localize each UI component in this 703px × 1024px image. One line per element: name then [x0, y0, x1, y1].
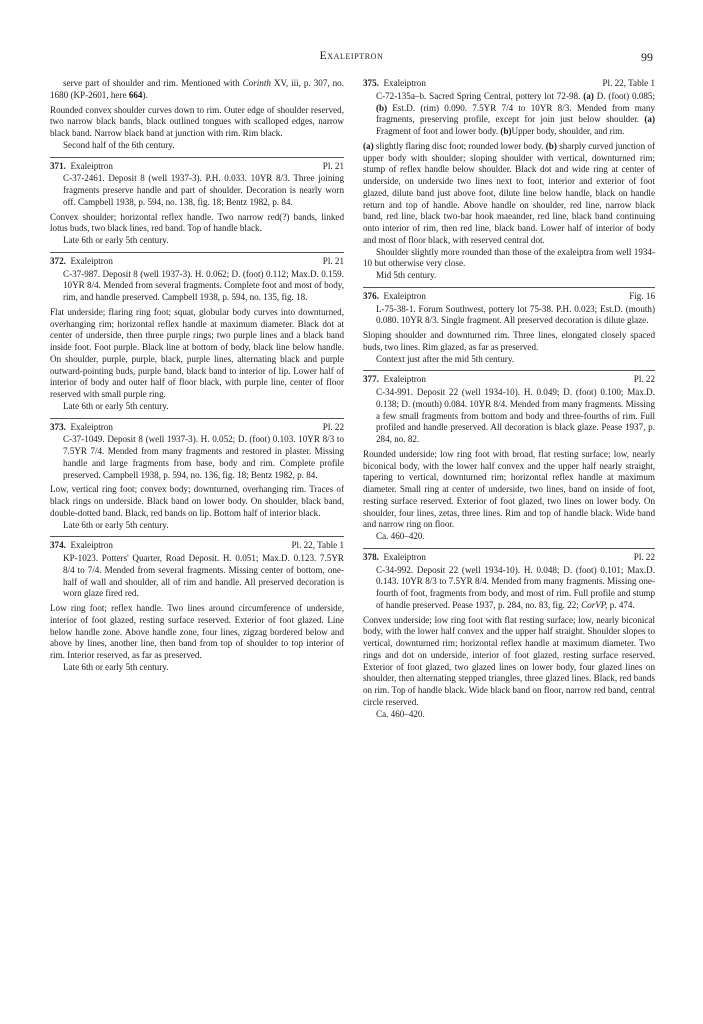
- left-column: [50, 78, 344, 676]
- entry-heading: [50, 252, 344, 268]
- entry-heading: [50, 418, 344, 434]
- plate-reference: Pl. 22: [322, 421, 344, 432]
- catalog-details: C-37-987. Deposit 8 (well 1937-3). H. 0.062; D. (foot) 0.112; Max.D. 0.159. 10YR 8/4. Mended from several fragments. Complete foot and most of body, rim, and handle preserved. Campbell 1938, p. 594, no. 135, fig. 18.: [63, 268, 344, 302]
- entry-heading: [363, 370, 655, 386]
- entry-description: Sloping shoulder and downturned rim. Three lines, elongated closely spaced buds, two lines. Rim glazed, as far as preserved.: [363, 330, 655, 352]
- entry-name: Exaleiptron: [70, 421, 113, 432]
- entry-name: Exaleiptron: [383, 551, 426, 562]
- catalog-details: C-37-1049. Deposit 8 (well 1937-3). H. 0.052; D. (foot) 0.103. 10YR 8/3 to 7.5YR 7/4. Mended from many fragments and restored in plaster. Missing handle and large fragments from base, body and rim. Complete profile preserved. Campbell 1938, p. 594, no. 136, fig. 18; Bentz 1982, p. 84.: [63, 434, 344, 480]
- entry-heading: [363, 287, 655, 303]
- catalog-entry-376: [363, 287, 655, 366]
- plate-reference: Pl. 22, Table 1: [602, 78, 655, 88]
- catalog-entry-373: [50, 418, 344, 532]
- catalog-entry-377: [363, 370, 655, 543]
- right-column: [363, 78, 655, 722]
- catalog-details: L-75-38-1. Forum Southwest, pottery lot 75-38. P.H. 0.023; Est.D. (mouth) 0.080. 10YR 8/3. Single fragment. All preserved decoration is dilute glaze.: [376, 303, 655, 326]
- running-head: Exaleiptron: [319, 50, 384, 62]
- catalog-entry-375: [363, 78, 655, 282]
- continued-catalog: serve part of shoulder and rim. Mentioned with Corinth XV, iii, p. 307, no. 1680 (KP-2601, here 664).: [50, 78, 344, 100]
- entry-number: 373.: [50, 421, 66, 432]
- entry-name: Exaleiptron: [383, 78, 426, 88]
- entry-name: Exaleiptron: [70, 255, 113, 266]
- entry-note: Shoulder slightly more rounded than those of the exaleiptra from well 1934-10 but otherwise very close.: [363, 246, 655, 269]
- catalog-entry-371: [50, 157, 344, 247]
- continued-description: Rounded convex shoulder curves down to rim. Outer edge of shoulder reserved, two narrow black bands, black outlined tongues with scalloped edges, narrow black band. Narrow black band at junction with rim. Rim black.: [50, 104, 344, 138]
- plate-reference: Pl. 22: [633, 551, 655, 562]
- entry-number: 377.: [363, 374, 379, 385]
- entry-description: Low, vertical ring foot; convex body; downturned, overhanging rim. Traces of black rings on underside. Black band on lower body. On shoulder, black band, double-dotted band. Black, red bands on lip. Bottom half of interior black.: [50, 484, 344, 518]
- entry-number: 375.: [363, 78, 379, 88]
- entry-date: Late 6th or early 5th century.: [63, 400, 169, 411]
- entry-date: Mid 5th century.: [376, 270, 437, 280]
- plate-reference: Pl. 21: [322, 255, 344, 266]
- catalog-entry-374: [50, 536, 344, 673]
- entry-date: Late 6th or early 5th century.: [63, 519, 169, 530]
- catalog-details: C-34-991. Deposit 22 (well 1934-10). H. 0.049; D. (foot) 0.100; Max.D. 0.138; D. (mouth) 0.084. 10YR 8/4. Mended from many fragments. Missing a few small fragments from bottom and body and three-fourths of rim. Full profiled and handle preserved. All decoration is black glaze. Pease 1937, p. 284, no. 82.: [376, 387, 655, 444]
- entry-name: Exaleiptron: [70, 160, 113, 171]
- entry-description: (a) slightly flaring disc foot; rounded lower body. (b) sharply curved junction of upper body with shoulder; sloping shoulder with vertical, downturned rim; stump of reflex handle below shoulder. Black dot and wide ring at center of underside, on underside two lines next to foot, interior and exterior of foot glazed, dilute band just above foot, dilute line below handle, black on handle return and top of handle. Above handle on shoulder, red line, narrow black band, red line, black two-bar hook maeander, red line, black band continuing onto interior of rim, then red line, black band. Lower half of interior of body and most of floor black, with reserved central dot.: [363, 140, 655, 245]
- entry-number: 376.: [363, 290, 379, 301]
- entry-number: 371.: [50, 160, 66, 171]
- entry-description: Convex shoulder; horizontal reflex handle. Two narrow red(?) bands, linked lotus buds, two black lines, red band. Top of handle black.: [50, 211, 344, 234]
- entry-date: Ca. 460–420.: [376, 531, 425, 541]
- catalog-details: C-72-135a–b. Sacred Spring Central, pottery lot 72-98. (a) D. (foot) 0.085; (b) Est.D. (rim) 0.090. 7.5YR 7/4 to 10YR 8/3. Mended from many fragments, preserving profile, except for join just below shoulder. (a) Fragment of foot and lower body. (b)Upper body, shoulder, and rim.: [376, 90, 655, 136]
- entry-heading: [50, 536, 344, 552]
- entry-date: Late 6th or early 5th century.: [63, 235, 169, 245]
- entry-heading: [50, 157, 344, 173]
- entry-number: 372.: [50, 255, 66, 266]
- entry-name: Exaleiptron: [70, 540, 113, 551]
- entry-date: Ca. 460–420.: [376, 708, 425, 719]
- entry-date: Context just after the mid 5th century.: [376, 353, 515, 364]
- catalog-entry-372: [50, 252, 344, 413]
- entry-name: Exaleiptron: [383, 290, 426, 301]
- plate-reference: Pl. 22: [633, 374, 655, 385]
- entry-heading: [363, 78, 655, 90]
- entry-description: Low ring foot; reflex handle. Two lines around circumference of underside, interior of foot glazed, resting surface reserved. Exterior of foot glazed. Line below handle zone. Above handle zone, four lines, zigzag bordered below and above by lines, another line, then band from top of shoulder to top interior of rim. Interior reserved, as far as preserved.: [50, 603, 344, 660]
- figure-reference: Fig. 16: [629, 290, 655, 301]
- entry-description: Convex underside; low ring foot with flat resting surface; low, nearly biconical body, with the lower half convex and the upper half straight. Shoulder slopes to vertical, downturned rim; horizontal reflex handle at maximum diameter. Two rings and dot on underside, interior of foot glazed, resting surface reserved. Exterior of foot glazed, two glazed lines on lower body, four glazed lines on shoulder, then alternating stepped triangles, three glazed lines. Black, red bands on rim. Top of handle black. Wide black band on floor, narrow red band, central circle reserved.: [363, 614, 655, 707]
- page-header: [0, 50, 703, 70]
- catalog-entry-378: [363, 548, 655, 721]
- page-number: 99: [641, 50, 653, 64]
- plate-reference: Pl. 21: [322, 160, 344, 171]
- catalog-details: KP-1023. Potters' Quarter, Road Deposit. H. 0.051; Max.D. 0.123. 7.5YR 8/4 to 7/4. Mended from several fragments. Missing center of bottom, one-half of wall and shoulder, all of rim and handle. All preserved decoration is worn glaze fired red.: [63, 553, 344, 599]
- entry-heading: [363, 548, 655, 564]
- entry-description: Flat underside; flaring ring foot; squat, globular body curves into downturned, overhanging rim; horizontal reflex handle at maximum diameter. Black dot at center of underside, then three purple rings; two purple lines and a black band inside foot. Foot purple. Black line at bottom of body, black line below handle. On shoulder, purple, purple, black, purple lines, alternating black and purple outward-pointing buds, purple band, black band to interior of lip. Lower half of interior of body and outer half of floor black, with purple line, center of floor reserved with small purple ring.: [50, 306, 344, 399]
- continued-date: Second half of the 6th century.: [63, 139, 175, 150]
- entry-description: Rounded underside; low ring foot with broad, flat resting surface; low, nearly biconical body, with the lower half convex and the upper half nearly straight, tapering to vertical, downturned rim; horizontal reflex handle at maximum diameter. Small ring at center of underside, two lines, band on inside of foot, resting surface reserved. Exterior of foot glazed, two lines on lower body. On shoulder, four lines, zetas, three lines. Rim and top of handle black. Wide band and narrow ring on floor.: [363, 448, 655, 530]
- entry-number: 374.: [50, 540, 66, 551]
- entry-name: Exaleiptron: [383, 374, 426, 385]
- entry-number: 378.: [363, 551, 379, 562]
- entry-date: Late 6th or early 5th century.: [63, 661, 169, 672]
- plate-reference: Pl. 22, Table 1: [291, 540, 344, 551]
- catalog-details: C-34-992. Deposit 22 (well 1934-10). H. 0.048; D. (foot) 0.101; Max.D. 0.143. 10YR 8/3 to 7.5YR 8/4. Mended from many fragments. Missing one-fourth of foot, fragments from body, and most of rim. Full profile and stump of handle preserved. Pease 1937, p. 284, no. 83, fig. 22; CorVP, p. 474.: [376, 564, 655, 610]
- catalog-details: C-37-2461. Deposit 8 (well 1937-3). P.H. 0.033. 10YR 8/3. Three joining fragments preserve handle and part of shoulder. Decoration is nearly worn off. Campbell 1938, p. 594, no. 138, fig. 18; Bentz 1982, p. 84.: [63, 173, 344, 207]
